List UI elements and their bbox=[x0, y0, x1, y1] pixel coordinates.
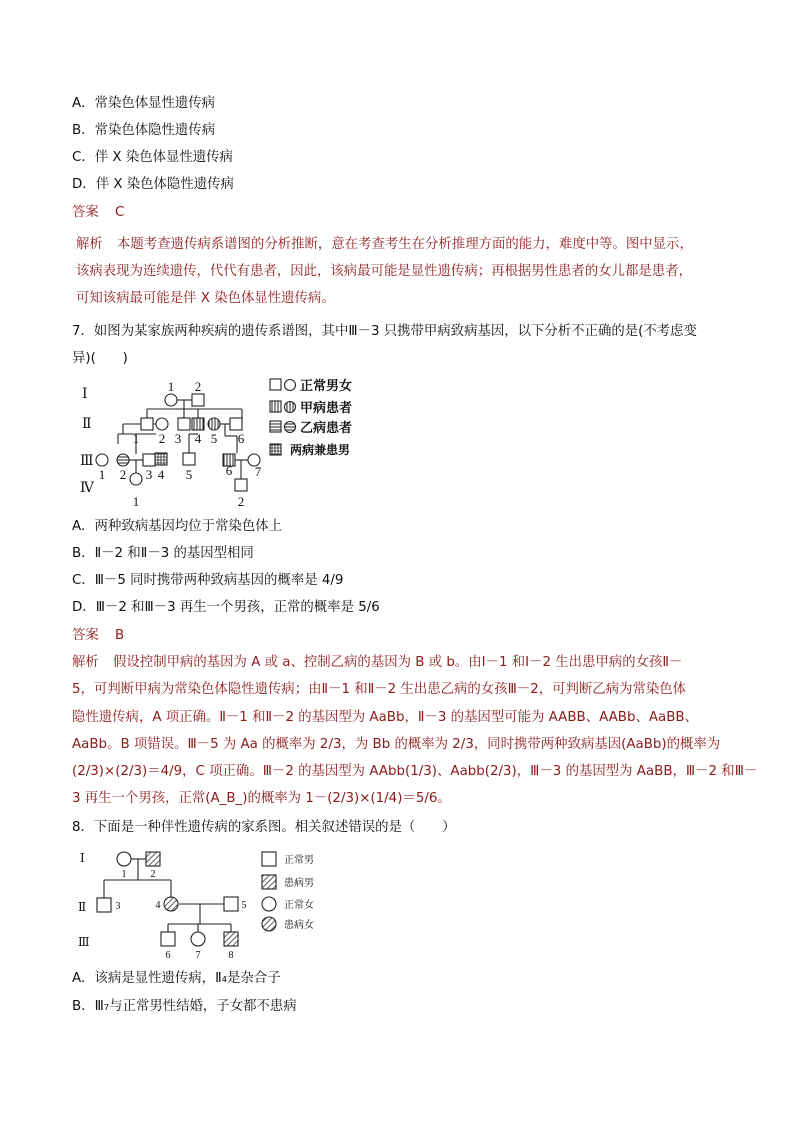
q7-num: 2 bbox=[194, 379, 202, 394]
q7-stem-line: 异)( ) bbox=[72, 351, 128, 366]
q6-option-c: C．伴 X 染色体显性遗传病 bbox=[72, 150, 233, 165]
q8-male-II-3 bbox=[97, 898, 111, 912]
q8-legend-affected-male-symbol bbox=[262, 875, 276, 889]
q7-analysis bbox=[72, 653, 682, 673]
q7-male-II-3 bbox=[178, 418, 190, 430]
q7-male-IV-2 bbox=[235, 479, 247, 491]
q7-num: 6 bbox=[225, 463, 233, 478]
q8-num: 3 bbox=[115, 901, 121, 912]
q7-legend-a-female-symbol bbox=[285, 402, 296, 413]
q6-option-a: A．常染色体显性遗传病 bbox=[72, 96, 216, 111]
q7-male-III-3 bbox=[143, 454, 155, 466]
q8-num: 7 bbox=[195, 950, 201, 961]
q7-male-II-6 bbox=[230, 418, 242, 430]
q7-num: 6 bbox=[237, 431, 245, 446]
q7-num: 5 bbox=[185, 467, 193, 482]
q7-female-III-1 bbox=[96, 454, 108, 466]
q8-gen-label: Ⅰ bbox=[80, 851, 85, 865]
q8-num: 5 bbox=[241, 900, 247, 911]
q7-legend-text: 乙病患者 bbox=[300, 420, 353, 435]
q7-male-III-4-affected-both bbox=[155, 453, 167, 465]
q8-gen-label: Ⅲ bbox=[78, 935, 90, 949]
q7-analysis-line: 隐性遗传病，A 项正确。Ⅱ－1 和Ⅱ－2 的基因型为 AaBb，Ⅱ－3 的基因型可能为 AABB、AABb、AaBB、 bbox=[72, 710, 698, 725]
q7-num: 2 bbox=[119, 467, 127, 482]
q7-num: 1 bbox=[132, 494, 140, 509]
q7-option-a: A．两种致病基因均位于常染色体上 bbox=[72, 519, 283, 534]
q7-option-d: D．Ⅲ－2 和Ⅲ－3 再生一个男孩，正常的概率是 5/6 bbox=[72, 600, 380, 615]
q7-legend-text: 正常男女 bbox=[300, 378, 353, 393]
q7-gen-label: Ⅳ bbox=[80, 481, 94, 496]
q7-answer-label: 答案 bbox=[72, 628, 99, 643]
q6-analysis-line: 本题考查遗传病系谱图的分析推断，意在考查考生在分析推理方面的能力，难度中等。图中显示， bbox=[117, 237, 693, 252]
q8-num: 8 bbox=[228, 950, 234, 961]
q8-num: 4 bbox=[155, 900, 161, 911]
q8-legend-text: 患病女 bbox=[284, 920, 314, 931]
q7-num: 5 bbox=[210, 431, 218, 446]
q7-gen-label: Ⅱ bbox=[82, 417, 92, 432]
q8-male-III-6 bbox=[161, 932, 175, 946]
q7-num: 4 bbox=[157, 467, 165, 482]
q7-male-I-2 bbox=[192, 394, 204, 406]
q6-analysis-line: 该病表现为连续遗传，代代有患者，因此，该病最可能是显性遗传病；再根据男性患者的女儿都是患者， bbox=[76, 264, 692, 279]
q7-female-II-5-affected-a bbox=[208, 418, 220, 430]
q7-legend-a-male-symbol bbox=[270, 401, 281, 412]
q7-num: 1 bbox=[98, 467, 106, 482]
q7-num: 2 bbox=[158, 431, 166, 446]
q8-female-III-7 bbox=[191, 932, 205, 946]
q7-legend-b-female-symbol bbox=[285, 422, 296, 433]
q8-num: 2 bbox=[150, 869, 156, 880]
q7-legend-text: 甲病患者 bbox=[300, 400, 353, 415]
q8-legend-text: 患病男 bbox=[284, 878, 314, 889]
q7-legend-text: 两病兼患男 bbox=[290, 443, 351, 457]
q7-legend-both-male-symbol bbox=[270, 444, 281, 455]
q7-num: 7 bbox=[254, 464, 262, 479]
q7-analysis-line: 3 再生一个男孩，正常(A_B_)的概率为 1－(2/3)×(1/4)＝5/6。 bbox=[72, 791, 451, 806]
q6-analysis-line: 可知该病最可能是伴 X 染色体显性遗传病。 bbox=[76, 291, 335, 306]
q6-answer-value: C bbox=[115, 205, 125, 220]
q8-gen-label: Ⅱ bbox=[78, 900, 87, 914]
q7-pedigree bbox=[70, 375, 370, 510]
q8-stem: 8．下面是一种伴性遗传病的家系图。相关叙述错误的是（ ） bbox=[72, 820, 456, 835]
q8-num: 1 bbox=[121, 869, 127, 880]
q7-stem-line: 7．如图为某家族两种疾病的遗传系谱图，其中Ⅲ－3 只携带甲病致病基因，以下分析不正确的是(不考虑变 bbox=[72, 324, 697, 339]
q7-male-III-5 bbox=[183, 453, 195, 465]
q7-analysis-line: 假设控制甲病的基因为 A 或 a、控制乙病的基因为 B 或 b。由Ⅰ－1 和Ⅰ－2 生出患甲病的女孩Ⅱ－ bbox=[113, 655, 683, 670]
q7-num: 1 bbox=[167, 379, 175, 394]
q7-num: 3 bbox=[174, 431, 182, 446]
q6-analysis-label: 解析 bbox=[76, 237, 103, 252]
q7-female-I-1 bbox=[165, 394, 177, 406]
q7-answer bbox=[72, 626, 124, 646]
q7-gen-label: Ⅲ bbox=[80, 454, 94, 469]
q7-male-II-4-affected-a bbox=[192, 418, 204, 430]
q6-answer bbox=[72, 203, 124, 223]
q7-num: 2 bbox=[237, 494, 245, 509]
q7-option-b: B．Ⅱ－2 和Ⅱ－3 的基因型相同 bbox=[72, 546, 254, 561]
q6-option-d: D．伴 X 染色体隐性遗传病 bbox=[72, 177, 234, 192]
q8-male-I-2-affected bbox=[146, 852, 160, 866]
q7-legend-normal-male-symbol bbox=[270, 379, 281, 390]
q8-legend-normal-female-symbol bbox=[262, 897, 276, 911]
q7-gen-label: Ⅰ bbox=[82, 387, 88, 402]
q7-analysis-label: 解析 bbox=[72, 655, 99, 670]
q7-female-IV-1 bbox=[130, 473, 142, 485]
q8-legend-normal-male-symbol bbox=[262, 852, 276, 866]
q8-option-b: B．Ⅲ₇与正常男性结婚，子女都不患病 bbox=[72, 999, 297, 1014]
q8-male-III-8-affected bbox=[224, 932, 238, 946]
q8-legend-affected-female-symbol bbox=[262, 917, 276, 931]
q7-male-II-1 bbox=[141, 418, 153, 430]
q8-num: 6 bbox=[165, 950, 171, 961]
q8-legend-text: 正常男 bbox=[284, 855, 314, 866]
q8-female-I-1 bbox=[117, 852, 131, 866]
q8-pedigree bbox=[70, 842, 360, 964]
q7-answer-value: B bbox=[115, 628, 125, 643]
q8-female-II-4-affected bbox=[164, 897, 178, 911]
q6-option-b: B．常染色体隐性遗传病 bbox=[72, 123, 216, 138]
q7-option-c: C．Ⅲ－5 同时携带两种致病基因的概率是 4/9 bbox=[72, 573, 344, 588]
q7-analysis-line: 5，可判断甲病为常染色体隐性遗传病；由Ⅱ－1 和Ⅱ－2 生出患乙病的女孩Ⅲ－2，可判断乙病为常染色体 bbox=[72, 682, 687, 697]
q7-analysis-line: (2/3)×(2/3)＝4/9，C 项正确。Ⅲ－2 的基因型为 AAbb(1/3)、Aabb(2/3)，Ⅲ－3 的基因型为 AaBB，Ⅲ－2 和Ⅲ－ bbox=[72, 764, 758, 779]
q7-num: 3 bbox=[145, 467, 153, 482]
q7-female-III-2-affected-b bbox=[117, 454, 129, 466]
q8-male-II-5 bbox=[224, 897, 238, 911]
q6-answer-label: 答案 bbox=[72, 205, 99, 220]
q7-analysis-line: AaBb。B 项错误。Ⅲ－5 为 Aa 的概率为 2/3，为 Bb 的概率为 2/3，同时携带两种致病基因(AaBb)的概率为 bbox=[72, 737, 721, 752]
q7-legend-normal-female-symbol bbox=[285, 380, 296, 391]
q7-female-II-2 bbox=[156, 418, 168, 430]
q8-option-a: A．该病是显性遗传病，Ⅱ₄是杂合子 bbox=[72, 971, 281, 986]
q7-num: 1 bbox=[132, 431, 140, 446]
q7-num: 4 bbox=[194, 431, 202, 446]
q6-analysis bbox=[76, 235, 693, 255]
q7-legend-b-male-symbol bbox=[270, 421, 281, 432]
q8-legend-text: 正常女 bbox=[284, 900, 314, 911]
